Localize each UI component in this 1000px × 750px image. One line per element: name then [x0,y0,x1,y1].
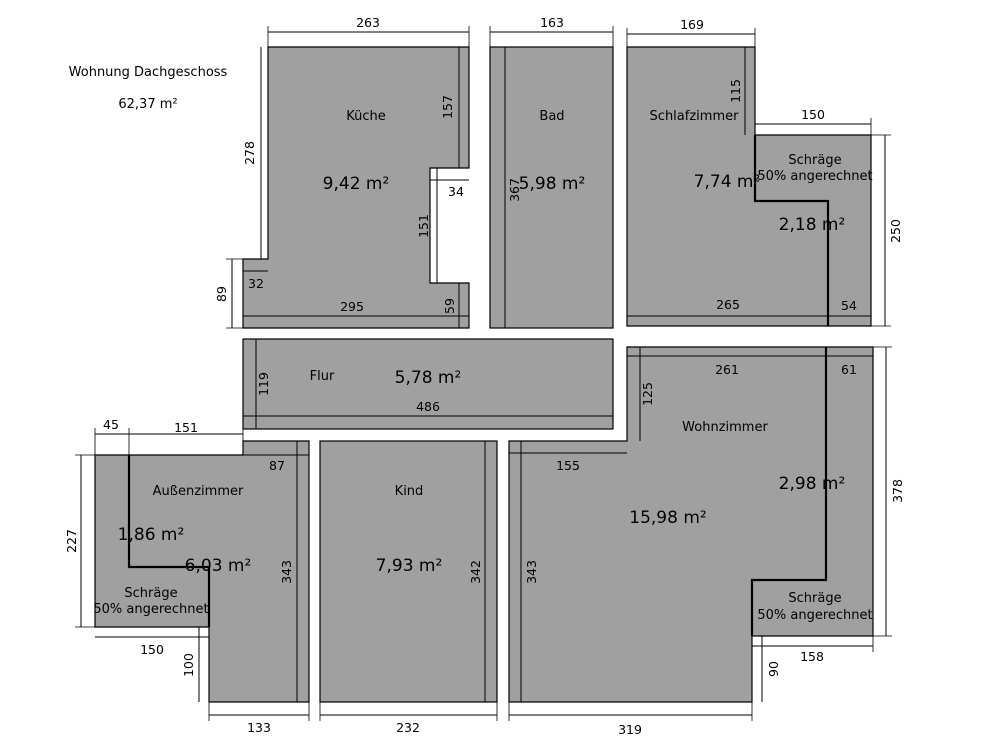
dim-label: 133 [247,720,271,735]
dim-label: 125 [640,382,655,406]
slope-note-aussenzimmer-1: Schräge [124,586,178,601]
dim-label: 250 [888,219,903,243]
slope-note-wohnzimmer-1: Schräge [788,591,842,606]
slope-note-schlafzimmer-2: 50% angerechnet [757,169,873,184]
dim-label: 319 [618,722,642,737]
dim-label: 169 [680,17,704,32]
dim-label: 119 [256,372,271,396]
dim-label: 278 [242,141,257,165]
dim-label: 100 [181,653,196,677]
slope-note-aussenzimmer-2: 50% angerechnet [93,602,209,617]
room-name-wohnzimmer: Wohnzimmer [682,420,768,435]
dim-label: 34 [448,184,464,199]
dim-label: 151 [416,214,431,238]
slope-note-schlafzimmer-1: Schräge [788,153,842,168]
dim-label: 59 [442,298,457,314]
room-name-schlafzimmer: Schlafzimmer [649,109,739,124]
area-flur: 5,78 m² [394,368,462,388]
dim-label: 265 [716,297,740,312]
dim-label: 115 [728,79,743,103]
dim-label: 87 [269,458,285,473]
dim-label: 61 [841,362,857,377]
dim-label: 157 [440,95,455,119]
plan-title: Wohnung Dachgeschoss [68,65,228,80]
area-wohnzimmer: 15,98 m² [629,508,707,528]
dim-label: 54 [841,298,857,313]
area-schlafzimmer: 7,74 m² [693,172,761,192]
room-name-aussenzimmer: Außenzimmer [152,484,244,499]
dim-label: 155 [556,458,580,473]
dim-label: 151 [174,420,198,435]
room-name-bad: Bad [539,109,565,124]
area-kueche: 9,42 m² [322,174,390,194]
dim-label: 163 [540,15,564,30]
dim-label: 342 [468,560,483,584]
dim-label: 343 [279,560,294,584]
slope-note-wohnzimmer-2: 50% angerechnet [757,608,873,623]
dim-label: 343 [524,560,539,584]
room-name-kind: Kind [394,484,424,499]
area-aussenzimmer: 6,03 m² [184,556,252,576]
dim-label: 150 [801,107,825,122]
area-kind: 7,93 m² [375,556,443,576]
area-bad: 5,98 m² [518,174,586,194]
dim-label: 261 [715,362,739,377]
dim-label: 150 [140,642,164,657]
dim-label: 367 [507,178,522,202]
dim-label: 486 [416,399,440,414]
dim-label: 90 [766,661,781,677]
dim-label: 232 [396,720,420,735]
room-name-kueche: Küche [346,109,386,124]
total-area: 62,37 m² [118,97,178,112]
area-aussenzimmer-slope: 1,86 m² [117,525,185,545]
room-name-flur: Flur [309,369,335,384]
dim-label: 45 [103,417,119,432]
dim-label: 378 [890,479,905,503]
area-schlafzimmer-slope: 2,18 m² [778,215,846,235]
dim-label: 263 [356,15,380,30]
dim-label: 227 [64,529,79,553]
dim-label: 32 [248,276,264,291]
dim-label: 158 [800,649,824,664]
dim-label: 89 [214,286,229,302]
area-wohnzimmer-slope: 2,98 m² [778,474,846,494]
dim-label: 295 [340,299,364,314]
